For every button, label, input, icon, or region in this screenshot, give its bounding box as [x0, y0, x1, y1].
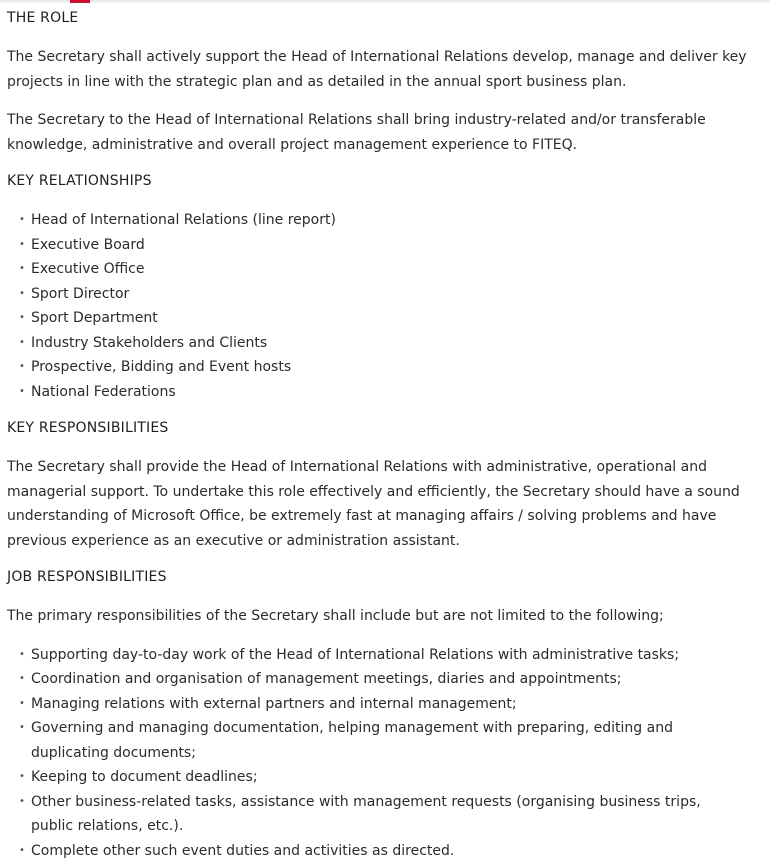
list-item: • Executive Office: [19, 257, 747, 282]
list-item: • Sport Director: [19, 282, 747, 307]
key-responsibilities-paragraph: The Secretary shall provide the Head of International Relations with administrative, operational and managerial support. To undertake this role effectively and efficiently, the Secretary should have a sound understanding of Microsoft Office, be extremely fast at managing affairs / solving problems and have previous experience as an executive or administration assistant.: [7, 459, 740, 549]
list-item: • Executive Board: [19, 233, 747, 258]
job-responsibilities-intro: The primary responsibilities of the Secretary shall include but are not limited to the following;: [7, 608, 664, 624]
job-responsibilities-heading: JOB RESPONSIBILITIES: [7, 569, 167, 585]
top-bar-shadow: [0, 0, 770, 4]
list-item: • Sport Department: [19, 306, 747, 331]
list-item: • Coordination and organisation of management meetings, diaries and appointments;: [19, 667, 747, 692]
key-relationships-heading: KEY RELATIONSHIPS: [7, 173, 152, 189]
top-accent-line: [70, 0, 90, 3]
list-item: • Supporting day-to-day work of the Head of International Relations with administrative tasks;: [19, 643, 747, 668]
list-item: • Other business-related tasks, assistance with management requests (organising business trips, public relations, etc.).: [19, 790, 747, 839]
list-item: • Governing and managing documentation, helping management with preparing, editing and duplicating documents;: [19, 716, 747, 765]
list-item: • Industry Stakeholders and Clients: [19, 331, 747, 356]
key-responsibilities-heading: KEY RESPONSIBILITIES: [7, 420, 169, 436]
job-responsibilities-list: [7, 643, 747, 864]
role-paragraph-1: The Secretary shall actively support the Head of International Relations develop, manage and deliver key projects in line with the strategic plan and as detailed in the annual sport business plan.: [7, 49, 747, 90]
list-item: • National Federations: [19, 380, 747, 405]
list-item: • Managing relations with external partners and internal management;: [19, 692, 747, 717]
key-relationships-list: [7, 208, 747, 404]
list-item: • Keeping to document deadlines;: [19, 765, 747, 790]
role-paragraph-2: The Secretary to the Head of International Relations shall bring industry-related and/or transferable knowledge, administrative and overall project management experience to FITEQ.: [7, 112, 706, 153]
list-item: • Prospective, Bidding and Event hosts: [19, 355, 747, 380]
list-item: • Complete other such event duties and activities as directed.: [19, 839, 747, 864]
list-item: • Head of International Relations (line report): [19, 208, 747, 233]
role-heading: THE ROLE: [7, 10, 79, 26]
job-description: [7, 8, 747, 863]
